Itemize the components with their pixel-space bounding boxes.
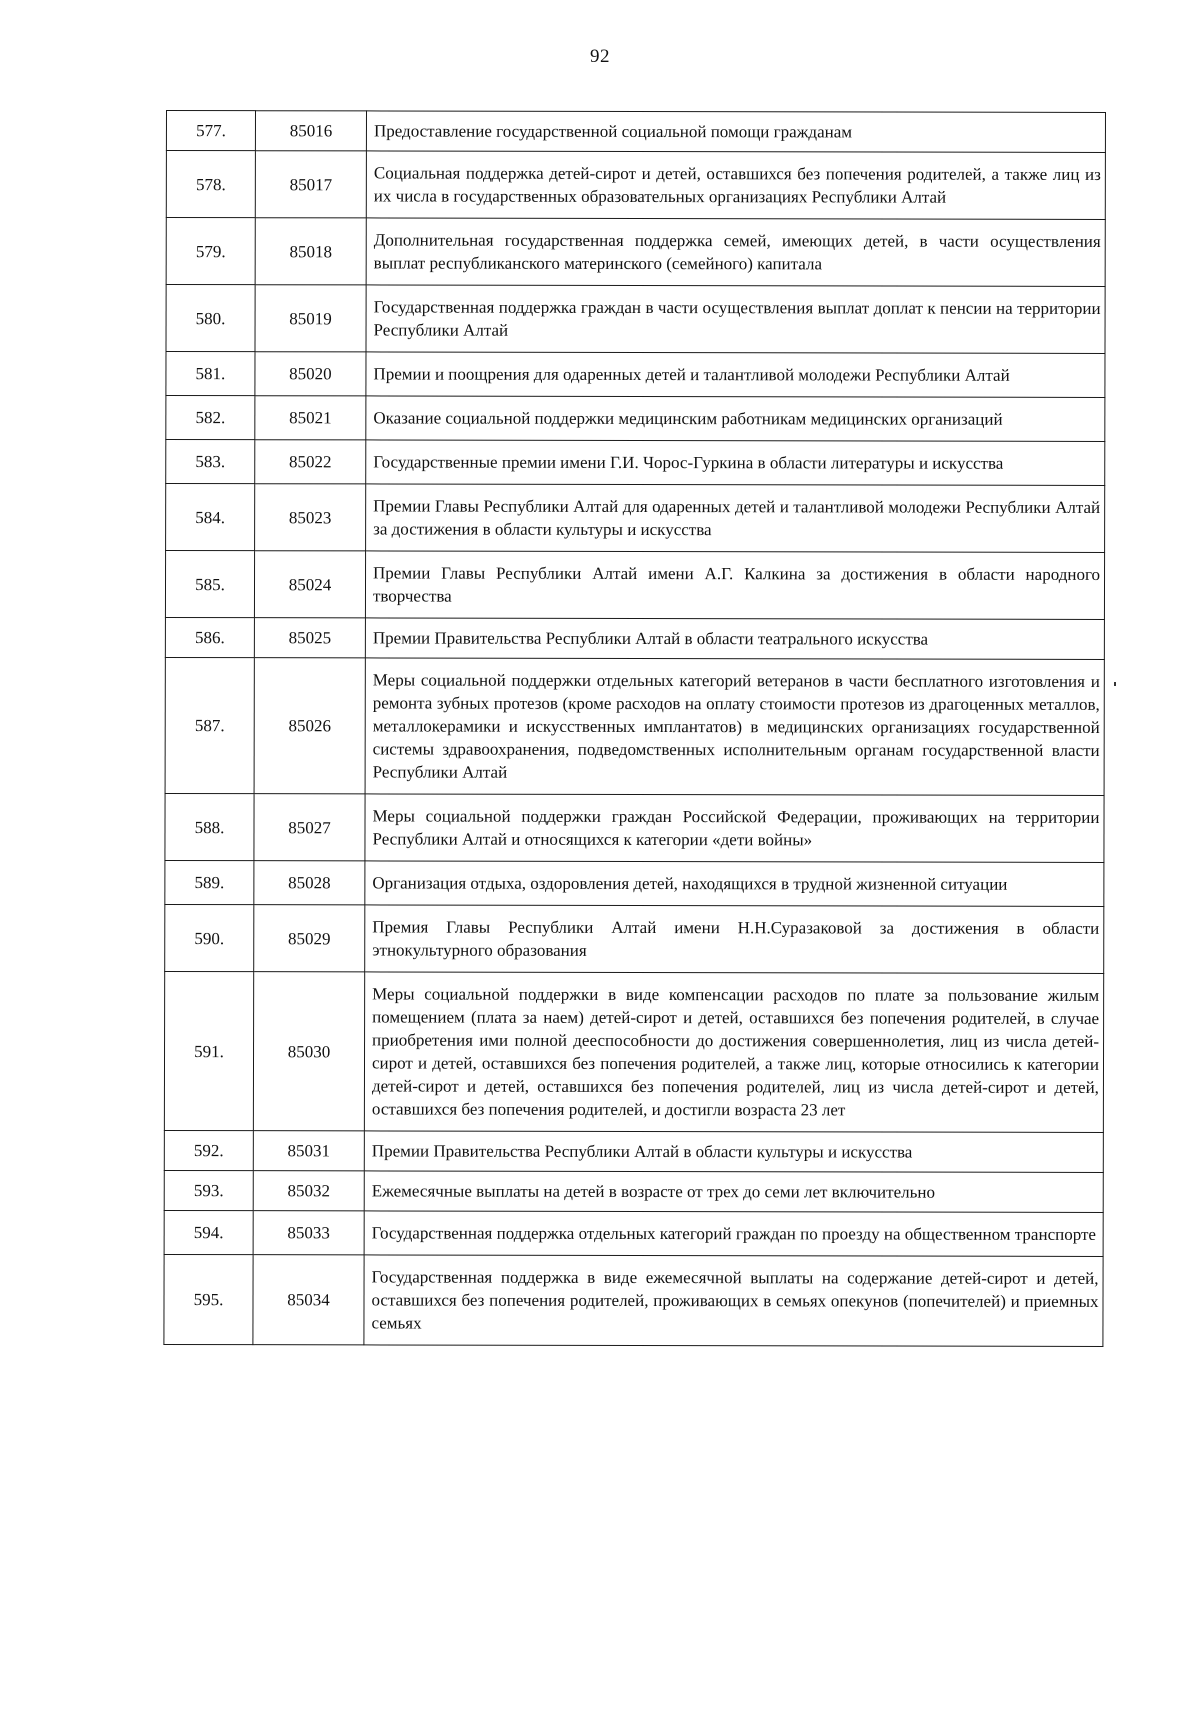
- row-number: 577.: [166, 111, 255, 151]
- row-description: Премии Правительства Республики Алтай в области театрального искусства: [365, 618, 1104, 660]
- row-description: Государственная поддержка граждан в части осуществления выплат доплат к пенсии на территории Республики Алтай: [366, 285, 1105, 354]
- row-code: 85028: [254, 861, 365, 905]
- budget-codes-table: [163, 110, 1106, 1347]
- table-row: [164, 1210, 1103, 1256]
- row-description: Премии Правительства Республики Алтай в области культуры и искусства: [364, 1131, 1103, 1173]
- row-description: Государственные премии имени Г.И. Чорос-Гуркина в области литературы и искусства: [366, 440, 1105, 486]
- row-code: 85021: [255, 396, 366, 440]
- table-row: [166, 151, 1105, 220]
- row-number: 587.: [165, 657, 254, 793]
- row-number: 579.: [166, 218, 255, 285]
- row-number: 585.: [165, 551, 254, 618]
- row-number: 595.: [164, 1254, 253, 1344]
- row-description: Государственная поддержка в виде ежемесячной выплаты на содержание детей-сирот и детей, оставшихся без попечения родителей, проживающих в семьях опекунов (попечителей) и приемных семьях: [364, 1255, 1103, 1347]
- table-row: [164, 1130, 1103, 1172]
- row-number: 590.: [165, 904, 254, 971]
- row-code: 85034: [253, 1255, 364, 1345]
- scan-speck: [1114, 682, 1116, 686]
- table-row: [166, 218, 1105, 287]
- row-description: Предоставление государственной социальной помощи гражданам: [366, 111, 1105, 153]
- row-description: Меры социальной поддержки отдельных категорий ветеранов в части бесплатного изготовления и ремонта зубных протезов (кроме расходов на оплату стоимости протезов из драгоценных металлов, металлокерамики и искусственных имплантатов) в медицинских организациях государственной системы здравоохранения, подведомственных исполнительным органам государственной власти Республики Алтай: [365, 658, 1104, 796]
- row-description: Социальная поддержка детей-сирот и детей, оставшихся без попечения родителей, а также лиц из их числа в государственных образовательных организациях Республики Алтай: [366, 151, 1105, 220]
- row-description: Организация отдыха, оздоровления детей, находящихся в трудной жизненной ситуации: [365, 861, 1104, 907]
- row-description: Меры социальной поддержки в виде компенсации расходов по плате за пользование жилым помещением (плата за наем) детей-сирот и детей, оставшихся без попечения родителей, в случае приобретения ими полной дееспособности до достижения совершеннолетия, лиц из числа детей-сирот и детей, оставшихся без попечения родителей, а также лиц, которые относились к категории детей-сирот и детей, оставшихся без попечения родителей, лиц из числа детей-сирот и детей, оставшихся без попечения родителей, и достигли возраста 23 лет: [364, 972, 1103, 1133]
- row-number: 588.: [165, 793, 254, 860]
- table-row: [166, 396, 1105, 442]
- row-number: 578.: [166, 151, 255, 218]
- row-number: 583.: [166, 440, 255, 484]
- row-number: 584.: [166, 484, 255, 551]
- row-code: 85019: [255, 285, 366, 352]
- table-row: [165, 860, 1104, 906]
- row-number: 594.: [164, 1210, 253, 1254]
- table-row: [165, 551, 1104, 620]
- table-row: [164, 971, 1103, 1132]
- table-row: [164, 1170, 1103, 1212]
- row-code: 85027: [254, 794, 365, 861]
- row-number: 589.: [165, 860, 254, 904]
- row-number: 591.: [164, 971, 253, 1130]
- row-description: Премии Главы Республики Алтай для одаренных детей и талантливой молодежи Республики Алтай за достижения в области культуры и искусства: [366, 484, 1105, 553]
- row-code: 85033: [253, 1211, 364, 1255]
- row-number: 586.: [165, 617, 254, 657]
- row-description: Премии Главы Республики Алтай имени А.Г. Калкина за достижения в области народного творчества: [365, 551, 1104, 620]
- row-number: 581.: [166, 352, 255, 396]
- table-row: [166, 352, 1105, 398]
- table-row: [166, 440, 1105, 486]
- row-description: Премия Главы Республики Алтай имени Н.Н.Суразаковой за достижения в области этнокультурного образования: [365, 905, 1104, 974]
- row-code: 85020: [255, 352, 366, 396]
- row-code: 85016: [255, 111, 366, 151]
- table-row: [166, 111, 1105, 153]
- table-row: [164, 1254, 1103, 1346]
- row-description: Меры социальной поддержки граждан Российской Федерации, проживающих на территории Республики Алтай и относящихся к категории «дети войны»: [365, 794, 1104, 863]
- row-number: 593.: [164, 1170, 253, 1210]
- row-code: 85031: [253, 1131, 364, 1171]
- table-row: [166, 285, 1105, 354]
- page-number: 92: [590, 46, 610, 67]
- table-row: [165, 793, 1104, 862]
- row-description: Оказание социальной поддержки медицинским работникам медицинских организаций: [366, 396, 1105, 442]
- row-description: Дополнительная государственная поддержка семей, имеющих детей, в части осуществления выплат республиканского материнского (семейного) капитала: [366, 218, 1105, 287]
- row-number: 582.: [166, 396, 255, 440]
- row-code: 85023: [255, 484, 366, 551]
- row-code: 85026: [254, 658, 365, 794]
- row-number: 592.: [164, 1130, 253, 1170]
- row-code: 85032: [253, 1171, 364, 1211]
- row-code: 85029: [254, 905, 365, 972]
- row-code: 85017: [255, 151, 366, 218]
- row-number: 580.: [166, 285, 255, 352]
- row-code: 85024: [254, 551, 365, 618]
- row-description: Премии и поощрения для одаренных детей и талантливой молодежи Республики Алтай: [366, 352, 1105, 398]
- row-description: Государственная поддержка отдельных категорий граждан по проезду на общественном транспорте: [364, 1211, 1103, 1257]
- row-code: 85030: [253, 972, 364, 1131]
- table-row: [165, 904, 1104, 973]
- row-code: 85025: [254, 618, 365, 658]
- row-description: Ежемесячные выплаты на детей в возрасте от трех до семи лет включительно: [364, 1171, 1103, 1213]
- row-code: 85022: [255, 440, 366, 484]
- row-code: 85018: [255, 218, 366, 285]
- table-row: [165, 617, 1104, 659]
- table-row: [165, 657, 1104, 795]
- table-row: [166, 484, 1105, 553]
- table-body: [164, 111, 1106, 1347]
